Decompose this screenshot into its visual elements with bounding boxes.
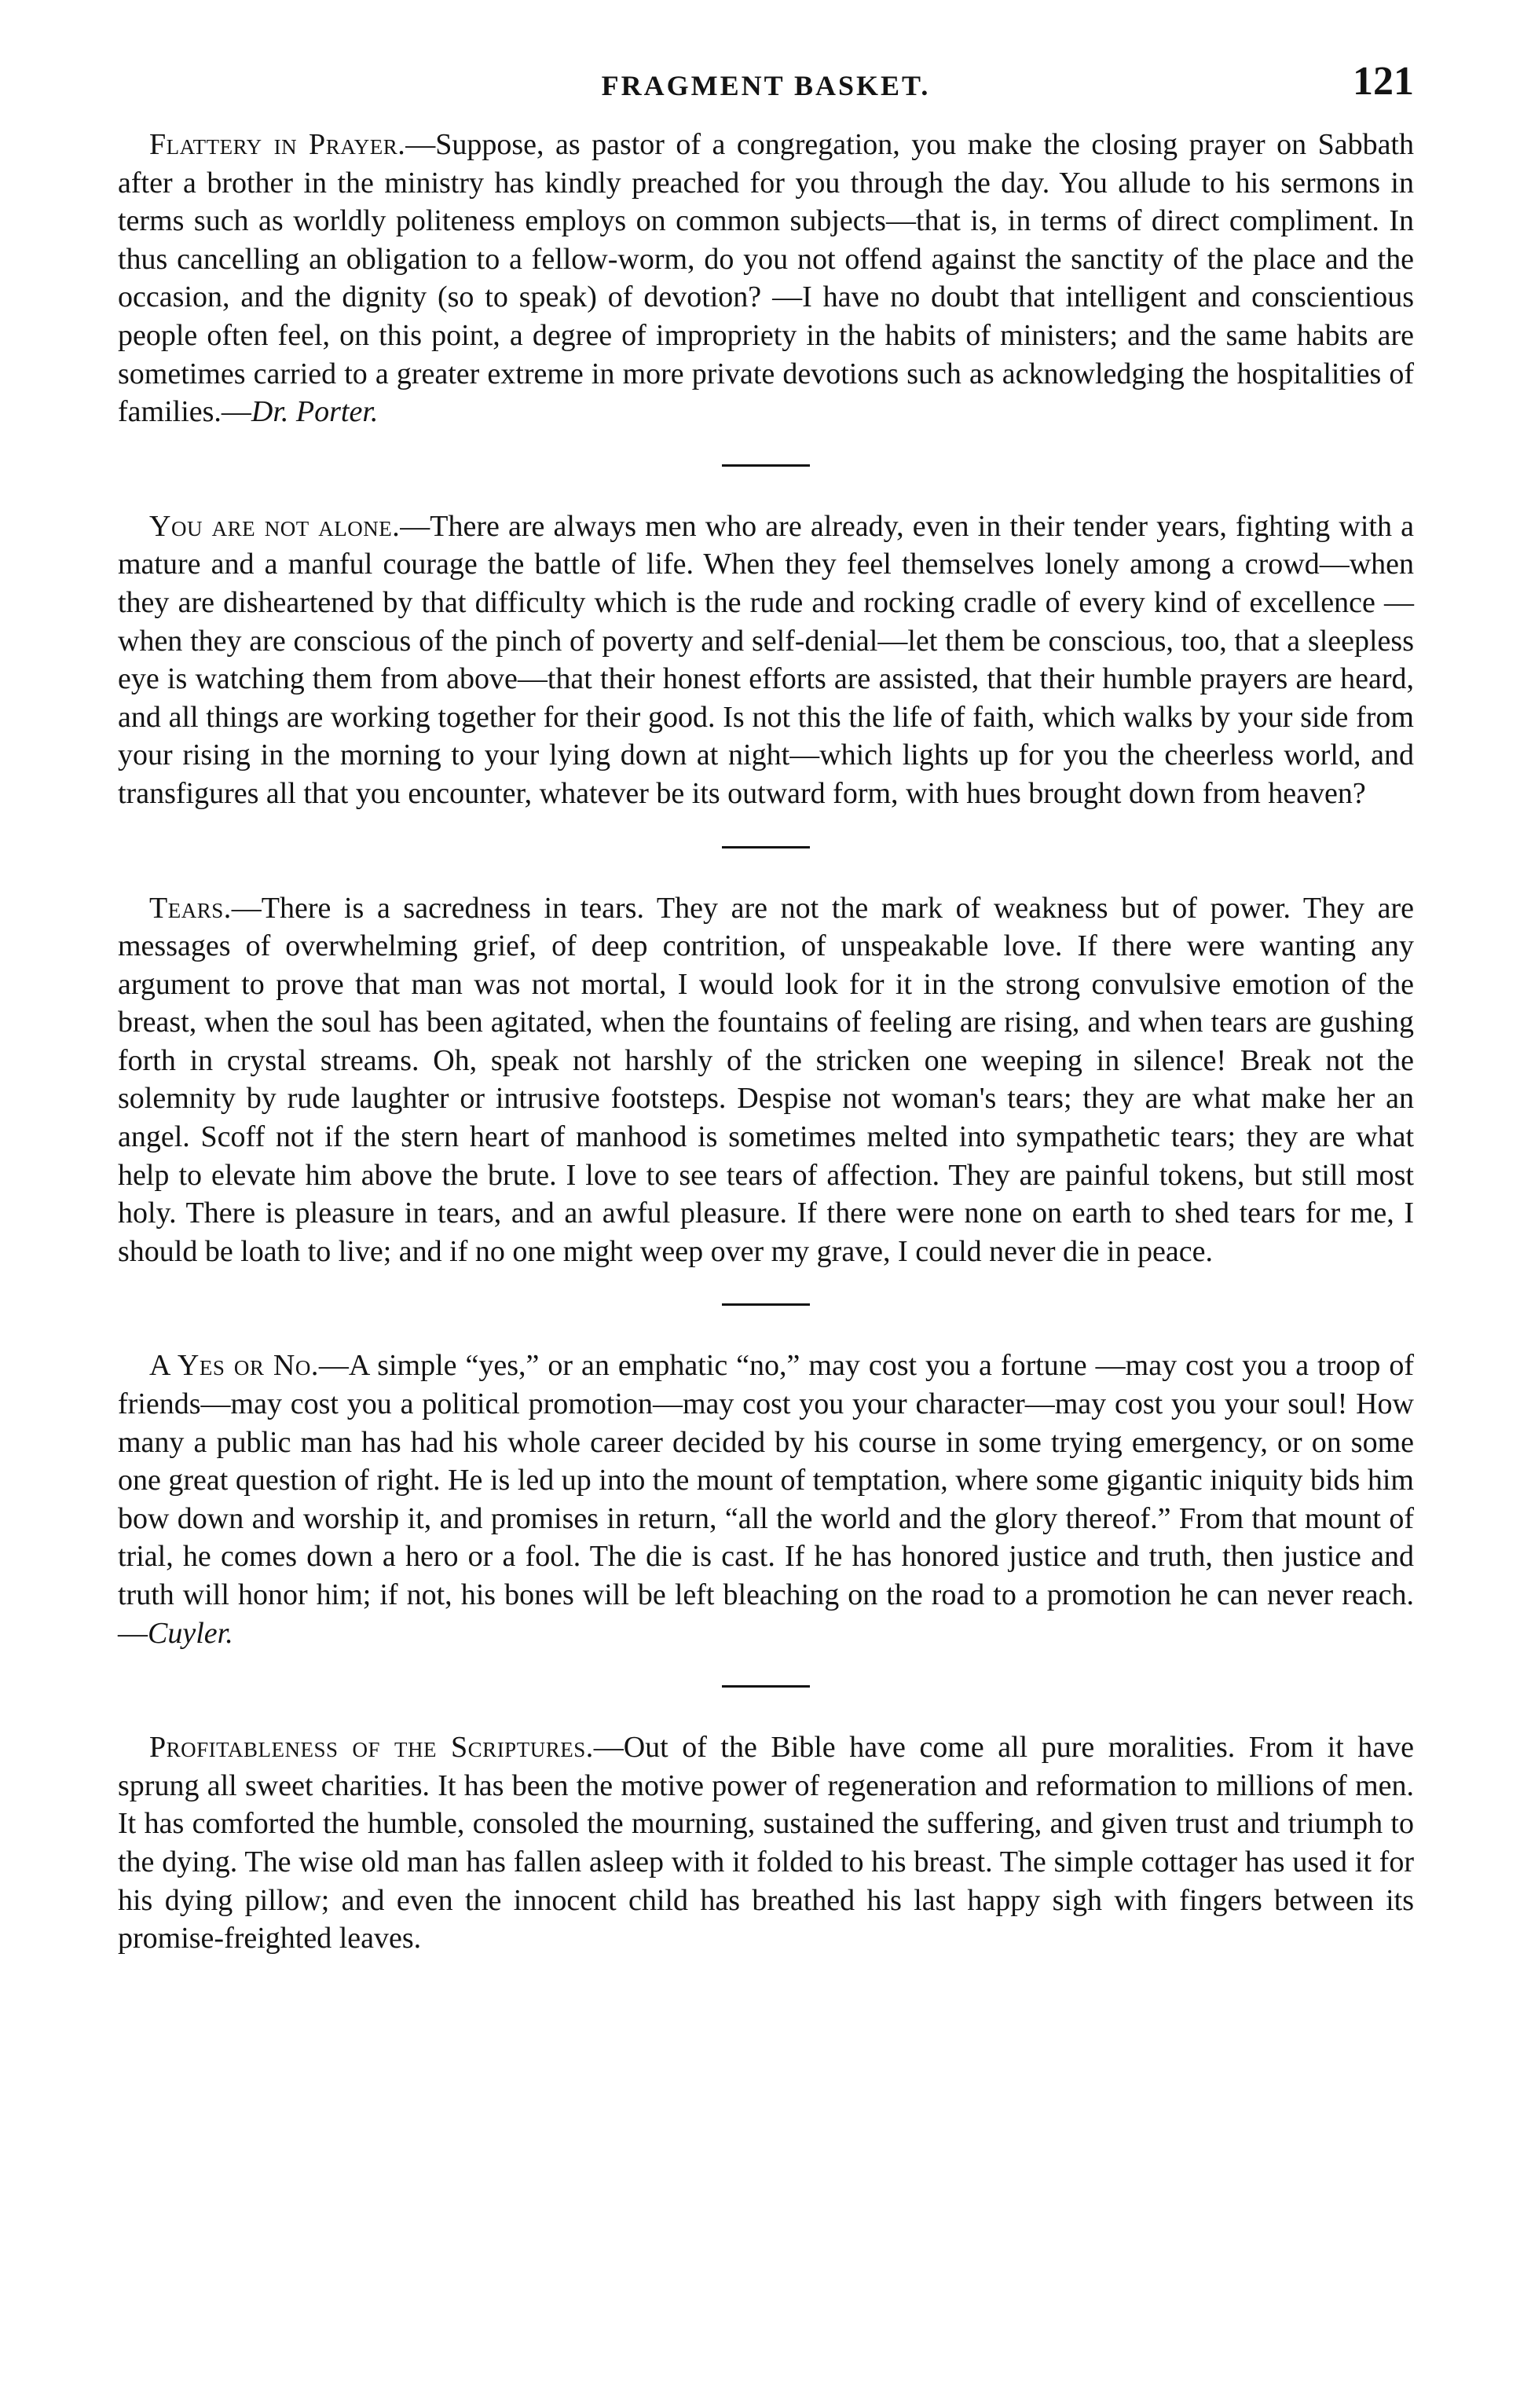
article-body: —There are always men who are already, even in their tender years, fighting with a mature and a manful courage the battle of life. When they feel themselves lonely among a crowd—when they are disheartened by that difficulty which is the rude and rocking cradle of every kind of excellence —when they are conscious of the pinch of poverty and self-denial—let them be conscious, too, that a sleepless eye is watching them from above—that their honest efforts are assisted, that their humble prayers are heard, and all things are working together for their good. Is not this the life of faith, which walks by your side from your rising in the morning to your lying down at night—which lights up for you the cheerless world, and transfigures all that you encounter, whatever be its outward form, with hues brought down from heaven? <box>118 509 1414 810</box>
section-divider <box>722 1303 810 1306</box>
book-page <box>118 55 1414 1958</box>
running-title: FRAGMENT BASKET. <box>601 70 931 101</box>
article-heading: Flattery in Prayer. <box>149 128 406 161</box>
article-paragraph <box>118 1347 1414 1652</box>
article-paragraph <box>118 889 1414 1271</box>
article-body: —Suppose, as pastor of a congregation, you make the closing prayer on Sabbath after a brother in the ministry has kindly preached for you through the day. You allude to his sermons in terms such as worldly politeness employs on common subjects—that is, in terms of direct compliment. In thus cancelling an obligation to a fellow-worm, do you not offend against the sanctity of the place and the occasion, and the dignity (so to speak) of devotion? —I have no doubt that intelligent and conscientious people often feel, on this point, a degree of impropriety in the habits of ministers; and the same habits are sometimes carried to a greater extreme in more private devotions such as acknowledging the hospitalities of families.— <box>118 128 1414 429</box>
article-body: —There is a sacredness in tears. They are not the mark of weakness but of power. They are messages of overwhelming grief, of deep contrition, of unspeakable love. If there were wanting any argument to prove that man was not mortal, I would look for it in the strong convulsive emotion of the breast, when the soul has been agitated, when the fountains of feeling are rising, and when tears are gushing forth in crystal streams. Oh, speak not harshly of the stricken one weeping in silence! Break not the solemnity by rude laughter or intrusive footsteps. Despise not woman's tears; they are what make her an angel. Scoff not if the stern heart of manhood is sometimes melted into sympathetic tears; they are what help to elevate him above the brute. I love to see tears of affection. They are painful tokens, but still most holy. There is pleasure in tears, and an awful pleasure. If there were none on earth to shed tears for me, I should be loath to live; and if no one might weep over my grave, I could never die in peace. <box>118 891 1414 1268</box>
article-heading: Profitableness of the Scriptures. <box>149 1731 594 1765</box>
article-you-are-not-alone <box>118 508 1414 813</box>
article-attribution: Cuyler. <box>148 1616 233 1650</box>
section-divider <box>722 464 810 467</box>
article-a-yes-or-no <box>118 1347 1414 1652</box>
page-number: 121 <box>1353 59 1414 104</box>
article-body: —Out of the Bible have come all pure moralities. From it have sprung all sweet charities. It has been the motive power of regeneration and reformation to millions of men. It has comforted the humble, consoled the mourning, sustained the suffering, and given trust and triumph to the dying. The wise old man has fallen asleep with it folded to his breast. The simple cottager has used it for his dying pillow; and even the innocent child has breathed his last happy sigh with fingers between its promise-freighted leaves. <box>118 1731 1414 1955</box>
article-paragraph <box>118 1728 1414 1958</box>
article-paragraph <box>118 508 1414 813</box>
article-flattery-in-prayer <box>118 126 1414 431</box>
article-heading: You are not alone. <box>149 509 401 543</box>
article-heading: Tears. <box>149 891 232 925</box>
page-header <box>118 55 1414 126</box>
article-heading: A Yes or No. <box>149 1349 319 1383</box>
article-profitableness-of-the-scriptures <box>118 1728 1414 1958</box>
article-tears <box>118 889 1414 1271</box>
section-divider <box>722 1685 810 1688</box>
article-attribution: Dr. Porter. <box>251 395 379 429</box>
article-paragraph <box>118 126 1414 431</box>
section-divider <box>722 846 810 848</box>
article-body: —A simple “yes,” or an emphatic “no,” may cost you a fortune —may cost you a troop of friends—may cost you a political promotion—may cost you your character—may cost you your soul! How many a public man has had his whole career decided by his course in some trying emergency, or on some one great question of right. He is led up into the mount of temptation, where some gigantic iniquity bids him bow down and worship it, and promises in return, “all the world and the glory thereof.” From that mount of trial, he comes down a hero or a fool. The die is cast. If he has honored justice and truth, then justice and truth will honor him; if not, his bones will be left bleaching on the road to a promotion he can never reach.— <box>118 1349 1415 1650</box>
